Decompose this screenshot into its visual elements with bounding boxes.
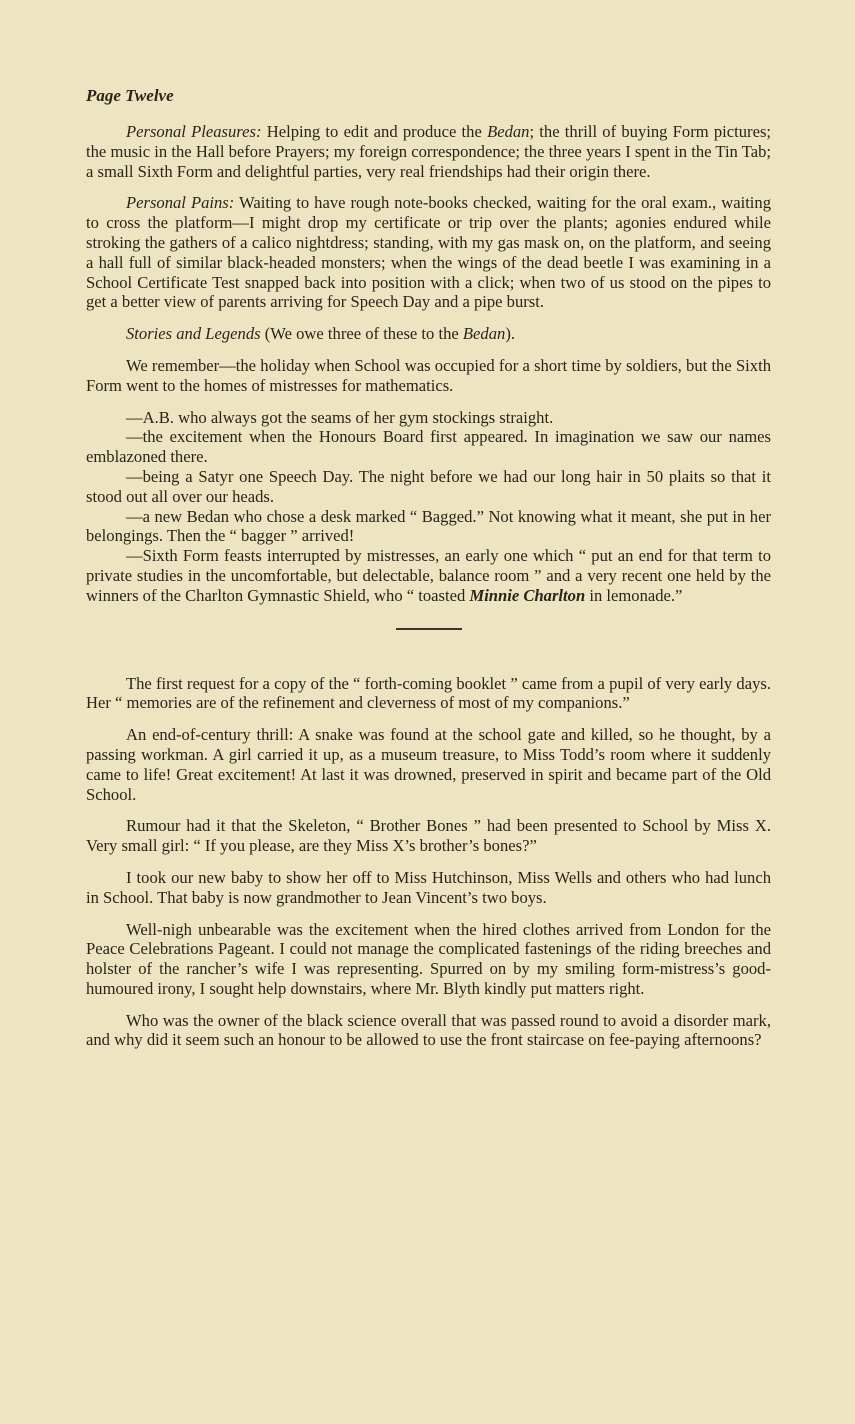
legend-item: —being a Satyr one Speech Day. The night before we had our long hair in 50 plaits so that it stood out all over our heads.	[86, 466, 771, 506]
legend-item: —A.B. who always got the seams of her gym stockings straight.	[126, 407, 554, 427]
memory-paragraph: Who was the owner of the black science overall that was passed round to avoid a disorder mark, and why did it seem such an honour to be allowed to use the front staircase on fee-paying afternoons?	[86, 1010, 771, 1050]
pleasures-text: Helping to edit and produce the	[261, 122, 488, 141]
legend-item-last	[86, 546, 771, 605]
stories-lead: Stories and Legends	[126, 324, 261, 344]
stories-heading	[86, 324, 771, 344]
pleasures-lead: Personal Pleasures:	[126, 122, 262, 141]
last-item-end: in lemonade.”	[585, 585, 683, 605]
remember-paragraph: We remember—the holiday when School was occupied for a short time by soldiers, but the Sixth Form went to the homes of mistresses for mathematics.	[86, 355, 771, 395]
last-item-text: —Sixth Form feasts interrupted by mistresses, an early one which “ put an end for that term to private studies in the uncomfortable, but delectable, balance room ” and a very recent one held by the winners of the Charlton Gymnastic Shield, who “ toasted	[86, 546, 771, 605]
memory-paragraph: Well-nigh unbearable was the excitement when the hired clothes arrived from London for the Peace Celebrations Pageant. I could not manage the complicated fastenings of the riding breeches and holster of the rancher’s wife I was representing. Spurred on by my smiling form-mistress’s good-humoured irony, I sought help downstairs, where Mr. Blyth kindly put matters right.	[86, 919, 771, 998]
pains-lead: Personal Pains:	[126, 193, 235, 213]
stories-text: (We owe three of these to the	[260, 324, 463, 344]
memory-paragraph: Rumour had it that the Skeleton, “ Brother Bones ” had been presented to School by Miss X. Very small girl: “ If you please, are they Miss X’s brother’s bones?”	[86, 816, 771, 856]
memory-paragraph: An end-of-century thrill: A snake was found at the school gate and killed, so he thought, by a passing workman. A girl carried it up, as a museum treasure, to Miss Todd’s room where it suddenly came to life! Great excitement! At last it was drowned, preserved in spirit and became part of the Old School.	[86, 725, 771, 804]
memory-paragraph: The first request for a copy of the “ forth-coming booklet ” came from a pupil of very early days. Her “ memories are of the refinement and cleverness of most of my companions.”	[86, 673, 771, 713]
last-item-minnie: Minnie Charlton	[469, 585, 586, 605]
pains-paragraph	[86, 193, 771, 312]
legend-item: —a new Bedan who chose a desk marked “ Bagged.” Not knowing what it meant, she put in her belongings. Then the “ bagger ” arrived!	[86, 506, 771, 546]
pains-text: Waiting to have rough note-books checked, waiting for the oral exam., waiting to cross the platform—I might drop my certificate or trip over the plants; agonies endured while stroking the gathers of a calico nightdress; standing, with my gas mask on, on the platform, and seeing a hall full of similar black-headed monsters; when the wings of the dead beetle I was examining in a School Certificate Test snapped back into position with a click; when two of us stood on the pipes to get a better view of parents arriving for Speech Day and a pipe burst.	[86, 193, 772, 312]
pleasures-paragraph	[86, 122, 771, 181]
stories-bedan: Bedan	[462, 324, 506, 344]
pleasures-bedan: Bedan	[487, 122, 530, 141]
body-text	[86, 122, 771, 1062]
pleasures-rest: ; the thrill of buying Form pictures; the music in the Hall before Prayers; my foreign correspondence; the three years I spent in the Tin Tab; a small Sixth Form and delightful parties, very real friendships had their origin there.	[86, 122, 772, 181]
stories-close: ).	[505, 324, 516, 344]
memory-paragraph: I took our new baby to show her off to Miss Hutchinson, Miss Wells and others who had lunch in School. That baby is now grandmother to Jean Vincent’s two boys.	[86, 867, 771, 907]
section-divider	[396, 628, 462, 630]
page-header: Page Twelve	[86, 86, 174, 105]
legend-item: —the excitement when the Honours Board first appeared. In imagination we saw our names emblazoned there.	[86, 427, 771, 467]
